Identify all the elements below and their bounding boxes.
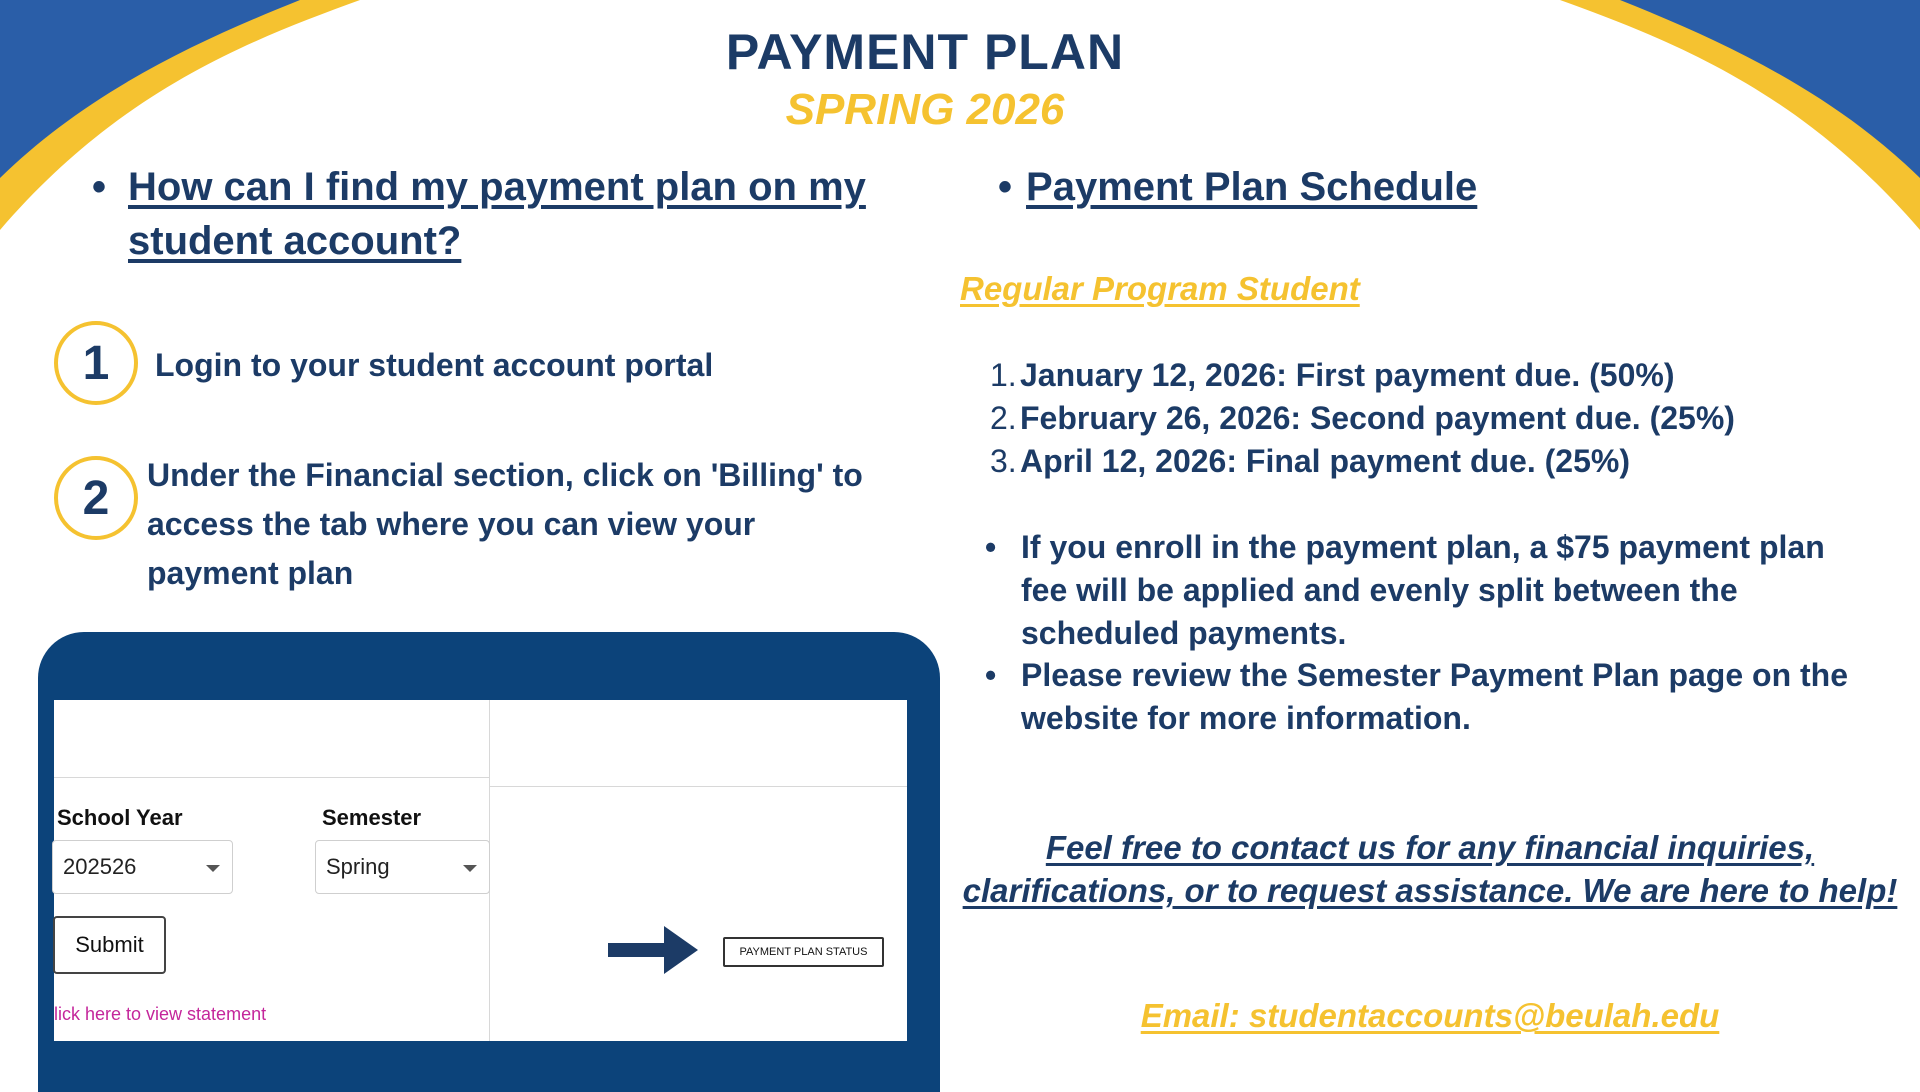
schedule-text: April 12, 2026: Final payment due. (25%) bbox=[1020, 443, 1630, 479]
schedule-number: 1. bbox=[990, 357, 1017, 393]
question-heading bbox=[92, 160, 892, 268]
program-label[interactable]: Regular Program Student bbox=[960, 270, 1360, 307]
schedule-item-2 bbox=[990, 397, 1735, 439]
schedule-heading-text[interactable]: Payment Plan Schedule bbox=[1026, 165, 1478, 209]
semester-label: Semester bbox=[322, 805, 422, 830]
semester-select[interactable] bbox=[315, 840, 490, 894]
schedule-heading bbox=[998, 160, 1477, 214]
schedule-number: 3. bbox=[990, 443, 1017, 479]
bullet-icon: • bbox=[92, 165, 107, 209]
submit-button[interactable]: Submit bbox=[53, 916, 166, 974]
review-note bbox=[985, 654, 1865, 740]
divider bbox=[490, 786, 907, 787]
question-text[interactable]: How can I find my payment plan on my student account? bbox=[128, 165, 866, 263]
school-year-value: 202526 bbox=[63, 854, 137, 879]
schedule-text: February 26, 2026: Second payment due. (25%) bbox=[1020, 400, 1735, 436]
step-1-text: Login to your student account portal bbox=[155, 347, 714, 383]
contact-message[interactable]: Feel free to contact us for any financial inquiries, clarifications, or to request assistance. We are here to help! bbox=[962, 829, 1898, 909]
review-note-text: Please review the Semester Payment Plan page on the website for more information. bbox=[1021, 657, 1849, 736]
bullet-icon: • bbox=[985, 657, 997, 693]
page-title: PAYMENT PLAN bbox=[725, 24, 1125, 80]
email-link[interactable]: Email: studentaccounts@beulah.edu bbox=[1140, 997, 1720, 1034]
chevron-down-icon bbox=[206, 865, 220, 872]
chevron-down-icon bbox=[463, 865, 477, 872]
schedule-item-1 bbox=[990, 354, 1674, 396]
fee-note bbox=[985, 526, 1875, 655]
step-2-text: Under the Financial section, click on 'Billing' to access the tab where you can view your payment plan bbox=[147, 457, 863, 591]
schedule-text: January 12, 2026: First payment due. (50%) bbox=[1020, 357, 1675, 393]
fee-note-text: If you enroll in the payment plan, a $75 payment plan fee will be applied and evenly split between the scheduled payments. bbox=[1021, 529, 1825, 651]
step-2-badge: 2 bbox=[54, 456, 138, 540]
payment-plan-status-button[interactable]: PAYMENT PLAN STATUS bbox=[723, 937, 884, 967]
view-statement-link[interactable]: lick here to view statement bbox=[54, 1004, 267, 1024]
page-subtitle: SPRING 2026 bbox=[785, 85, 1065, 134]
schedule-number: 2. bbox=[990, 400, 1017, 436]
semester-value: Spring bbox=[326, 854, 390, 879]
bullet-icon: • bbox=[985, 529, 997, 565]
step-1-badge: 1 bbox=[54, 321, 138, 405]
bullet-icon: • bbox=[998, 165, 1013, 209]
school-year-label: School Year bbox=[57, 805, 183, 830]
school-year-select[interactable] bbox=[52, 840, 233, 894]
arrow-right-icon bbox=[608, 926, 698, 974]
divider bbox=[54, 777, 489, 778]
title-block bbox=[0, 20, 1850, 136]
schedule-item-3 bbox=[990, 440, 1630, 482]
